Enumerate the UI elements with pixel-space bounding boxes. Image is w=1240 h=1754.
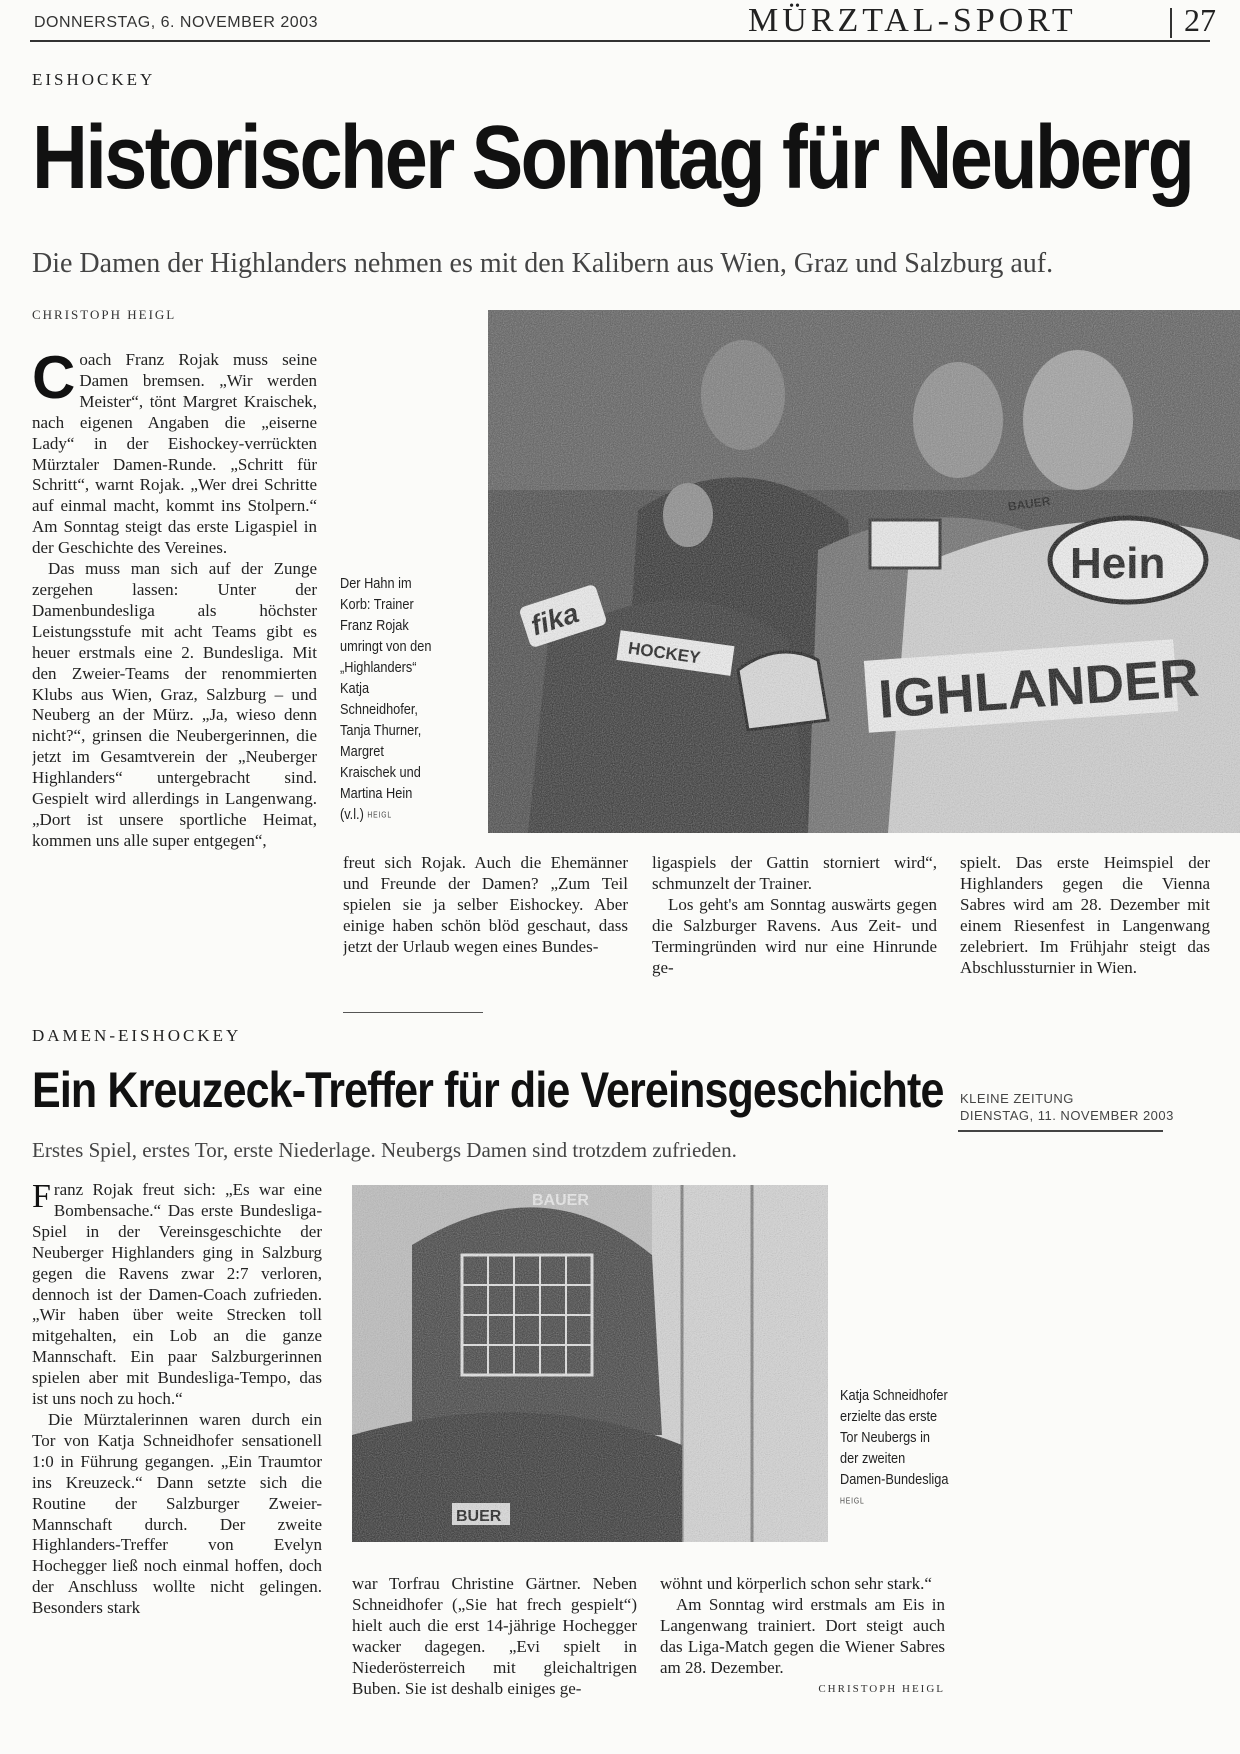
goalie-photo-graphic [352, 1185, 828, 1542]
article1-column-3 [652, 853, 937, 993]
article-divider [343, 1012, 483, 1013]
article1-column-3-paragraph-1: ligaspiels der Gattin storniert wird“, schmunzelt der Trainer. [652, 853, 937, 893]
article2-caption-credit: HEIGL [840, 1496, 865, 1506]
header-separator [1170, 8, 1172, 38]
page-number: 27 [1184, 2, 1216, 38]
article1-photo [488, 310, 1240, 833]
team-photo-graphic [488, 310, 1240, 833]
article2-photo-caption [840, 1385, 951, 1512]
article1-column-2-text: freut sich Rojak. Auch die Ehemänner und Freunde der Damen? „Zum Teil spielen sie ja selber Eishockey. Aber einige haben schön blöd geschaut, dass jetzt der Urlaub wegen eines Bundes- [343, 853, 628, 956]
article1-column-2 [343, 853, 628, 993]
header-date: DONNERSTAG, 6. NOVEMBER 2003 [34, 14, 318, 31]
article1-paragraph-2: Das muss man sich auf der Zunge zergehen lassen: Unter der Damenbundesliga als höchster Leistungsstufe mit acht Teams gibt es heuer erstmals eine 2. Bundesliga. Mit den Zweier-Teams der renommierten Klubs aus Wien, Graz, Salzburg – und Neuberg an der Mürz. „Ja, wieso denn nicht?“, grinsen die Neubergerinnen, die jetzt im Gesamtverein der „Neuberger Highlanders“ untergebracht sind. Gespielt wird allerdings in Langenwang. „Dort ist unsere sportliche Heimat, kommen uns alle super entgegen“, [32, 559, 317, 850]
article2-kicker: DAMEN-EISHOCKEY [32, 1026, 242, 1045]
article1-caption-credit: HEIGL [367, 810, 393, 820]
source-underline [958, 1130, 1163, 1132]
article2-column-1 [32, 1180, 322, 1740]
article2-column-2-text: war Torfrau Christine Gärtner. Neben Schneidhofer („Sie hat frech gespielt“) hielt auch die erst 14-jährige Hochegger wacker dagegen. „Evi spielt in Niederösterreich mit gleichaltrigen Buben. Sie ist deshalb einiges ge- [352, 1574, 637, 1698]
article1-subheadline: Die Damen der Highlanders nehmen es mit den Kalibern aus Wien, Graz und Salzburg auf. [32, 248, 1054, 279]
article2-column-2 [352, 1574, 637, 1740]
article1-column-1 [32, 350, 317, 995]
article1-caption-text: Der Hahn im Korb: Trainer Franz Rojak umringt von den „Highlanders“ Katja Schneidhofer, Tanja Thurner, Margret Kraischek und Martina Hein (v.l.) [340, 575, 432, 823]
article1-byline: CHRISTOPH HEIGL [32, 307, 177, 322]
article1-column-4 [960, 853, 1210, 993]
article1-dropcap: C [32, 350, 76, 411]
article2-photo [352, 1185, 828, 1542]
header-rule [30, 40, 1210, 42]
article2-subheadline: Erstes Spiel, erstes Tor, erste Niederlage. Neubergs Damen sind trotzdem zufrieden. [32, 1138, 737, 1162]
article2-column-3-paragraph-2: Am Sonntag wird erstmals am Eis in Langenwang trainiert. Dort steigt auch das Liga-Match gegen die Wiener Sabres am 28. Dezember. [660, 1594, 945, 1677]
article1-kicker: EISHOCKEY [32, 70, 156, 89]
source-name: KLEINE ZEITUNG [960, 1091, 1074, 1106]
article2-end-byline: CHRISTOPH HEIGL [818, 1682, 945, 1695]
article2-headline: Ein Kreuzeck-Treffer für die Vereinsgeschichte [32, 1062, 944, 1118]
source-date: DIENSTAG, 11. NOVEMBER 2003 [960, 1108, 1174, 1123]
article2-column-3 [660, 1574, 945, 1750]
article2-dropcap: F [32, 1180, 51, 1215]
section-title: MÜRZTAL-SPORT [748, 2, 1077, 39]
article2-source [960, 1090, 1174, 1124]
article1-photo-caption [340, 573, 434, 826]
article2-paragraph-1: ranz Rojak freut sich: „Es war eine Bombensache.“ Das erste Bundesliga-Spiel in der Vereinsgeschichte der Neuberger Highlanders ging in Salzburg gegen die Ravens zwar 2:7 verloren, dennoch ist der Damen-Coach zufrieden. „Wir haben über weite Strecken toll mitgehalten, ein Lob an die ganze Mannschaft. Ein paar Salzburgerinnen spielen aber mit Bundesliga-Tempo, das ist uns noch zu hoch.“ [32, 1180, 322, 1409]
article2-caption-text: Katja Schneidhofer erzielte das erste Tor Neubergs in der zweiten Damen-Bundesliga [840, 1387, 949, 1488]
article1-column-4-text: spielt. Das erste Heimspiel der Highlanders gegen die Vienna Sabres wird am 28. Dezember mit einem Riesenfest in Langenwang zelebriert. Im Frühjahr steigt das Abschlussturnier in Wien. [960, 853, 1210, 977]
article1-paragraph-1: oach Franz Rojak muss seine Damen bremsen. „Wir werden Meister“, tönt Margret Kraischek, nach eigenen Angaben die „eiserne Lady“ in der Eishockey-verrückten Mürztaler Damen-Runde. „Schritt für Schritt“, warnt Rojak. „Wer drei Schritte auf einmal macht, kommt ins Stolpern.“ Am Sonntag steigt das erste Ligaspiel in der Geschichte des Vereines. [32, 350, 317, 558]
article2-column-3-paragraph-1: wöhnt und körperlich schon sehr stark.“ [660, 1574, 932, 1593]
article1-headline: Historischer Sonntag für Neuberg [32, 108, 1193, 208]
article1-column-3-paragraph-2: Los geht's am Sonntag auswärts gegen die Salzburger Ravens. Aus Zeit- und Termingründen wird nur eine Hinrunde ge- [652, 894, 937, 977]
article2-paragraph-2: Die Mürztalerinnen waren durch ein Tor von Katja Schneidhofer sensationell 1:0 in Führung gegangen. „Ein Traumtor ins Kreuzeck.“ Dann setzte sich die Routine der Salzburger Zweier-Mannschaft durch. Der zweite Highlanders-Treffer von Evelyn Hochegger ließ noch einmal hoffen, doch der Anschluss wollte nicht gelingen. Besonders stark [32, 1409, 322, 1618]
